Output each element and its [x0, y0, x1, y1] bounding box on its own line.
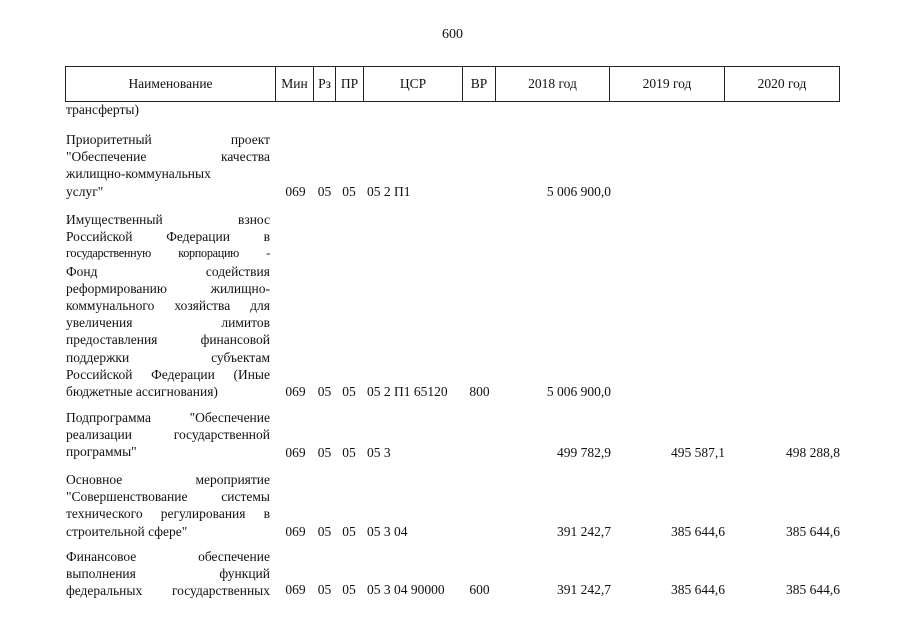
row-name [66, 548, 270, 600]
cell-min: 069 [285, 445, 306, 460]
row-name [66, 409, 270, 461]
table-header [65, 66, 840, 102]
cell-2018: 5 006 900,0 [546, 384, 611, 399]
row-name-line: Приоритетный проект [66, 132, 270, 147]
table-row [0, 548, 905, 600]
cell-pr: 05 [342, 384, 356, 399]
cell-2020: 385 644,6 [786, 582, 840, 597]
cell-2019: 385 644,6 [671, 524, 725, 539]
cell-min: 069 [285, 582, 306, 597]
row-name-line: поддержки субъектам [66, 349, 270, 365]
row-name-line: государственную корпорацию - [66, 246, 270, 261]
row-name-line: коммунального хозяйства для [66, 298, 270, 314]
header-2018: 2018 год [496, 67, 610, 102]
cell-rz: 05 [317, 184, 332, 199]
row-name-line: Подпрограмма "Обеспечение [66, 410, 270, 425]
row-name-line: программы" [66, 444, 137, 460]
table-row [0, 211, 905, 401]
table-row [0, 101, 905, 118]
page-number: 600 [442, 27, 463, 42]
cell-csr: 05 2 П1 65120 [367, 384, 448, 399]
row-name [66, 211, 270, 400]
table-row [0, 409, 905, 461]
cell-csr: 05 3 04 90000 [367, 582, 445, 597]
cell-2020: 385 644,6 [786, 524, 840, 539]
row-name-line: "Совершенствование системы [66, 489, 270, 505]
row-name-line: увеличения лимитов [66, 315, 270, 331]
row-name-line: трансферты) [66, 102, 139, 117]
cell-rz: 05 [317, 524, 332, 539]
row-name-line: технического регулирования в [66, 506, 270, 522]
cell-csr: 05 2 П1 [367, 184, 411, 199]
cell-2020: 498 288,8 [786, 445, 840, 460]
cell-min: 069 [285, 184, 306, 199]
row-name-line: реализации государственной [66, 427, 270, 443]
row-name-line: Российской Федерации (Иные [66, 366, 270, 382]
row-name-line: бюджетные ассигнования) [66, 384, 218, 400]
table-row [0, 471, 905, 541]
cell-rz: 05 [317, 384, 332, 399]
cell-rz: 05 [317, 445, 332, 460]
row-name-line: "Обеспечение качества [66, 149, 270, 165]
cell-2018: 499 782,9 [557, 445, 611, 460]
row-name-line: строительной сфере" [66, 523, 188, 539]
cell-vr: 600 [469, 582, 490, 597]
row-name-line: услуг" [66, 183, 104, 199]
row-name-line: предоставления финансовой [66, 332, 270, 348]
cell-pr: 05 [342, 445, 356, 460]
cell-2018: 391 242,7 [557, 524, 611, 539]
header-2020: 2020 год [725, 67, 840, 102]
row-name [66, 471, 270, 540]
table-row [0, 131, 905, 201]
row-name-line: Имущественный взнос [66, 212, 270, 227]
header-rz: Рз [314, 67, 336, 102]
cell-2019: 385 644,6 [671, 582, 725, 597]
cell-min: 069 [285, 384, 306, 399]
header-pr: ПР [336, 67, 364, 102]
cell-pr: 05 [342, 184, 356, 199]
cell-pr: 05 [342, 582, 356, 597]
cell-rz: 05 [317, 582, 332, 597]
row-name [66, 131, 270, 200]
cell-csr: 05 3 [367, 445, 391, 460]
row-name-line: жилищно-коммунальных [66, 166, 211, 182]
row-name-line: Фонд содействия [66, 263, 270, 279]
header-csr: ЦСР [364, 67, 463, 102]
cell-2018: 391 242,7 [557, 582, 611, 597]
row-name [66, 101, 270, 118]
row-name-line: Российской Федерации в [66, 229, 270, 245]
header-min: Мин [276, 67, 314, 102]
cell-pr: 05 [342, 524, 356, 539]
row-name-line: федеральных государственных [66, 583, 270, 599]
header-name: Наименование [66, 67, 276, 102]
row-name-line: реформированию жилищно- [66, 280, 270, 296]
header-vr: ВР [463, 67, 496, 102]
cell-vr: 800 [469, 384, 490, 399]
cell-2018: 5 006 900,0 [546, 184, 611, 199]
row-name-line: Финансовое обеспечение [66, 549, 270, 564]
header-2019: 2019 год [610, 67, 725, 102]
cell-2019: 495 587,1 [671, 445, 725, 460]
row-name-line: Основное мероприятие [66, 472, 270, 487]
cell-min: 069 [285, 524, 306, 539]
row-name-line: выполнения функций [66, 566, 270, 582]
cell-csr: 05 3 04 [367, 524, 408, 539]
